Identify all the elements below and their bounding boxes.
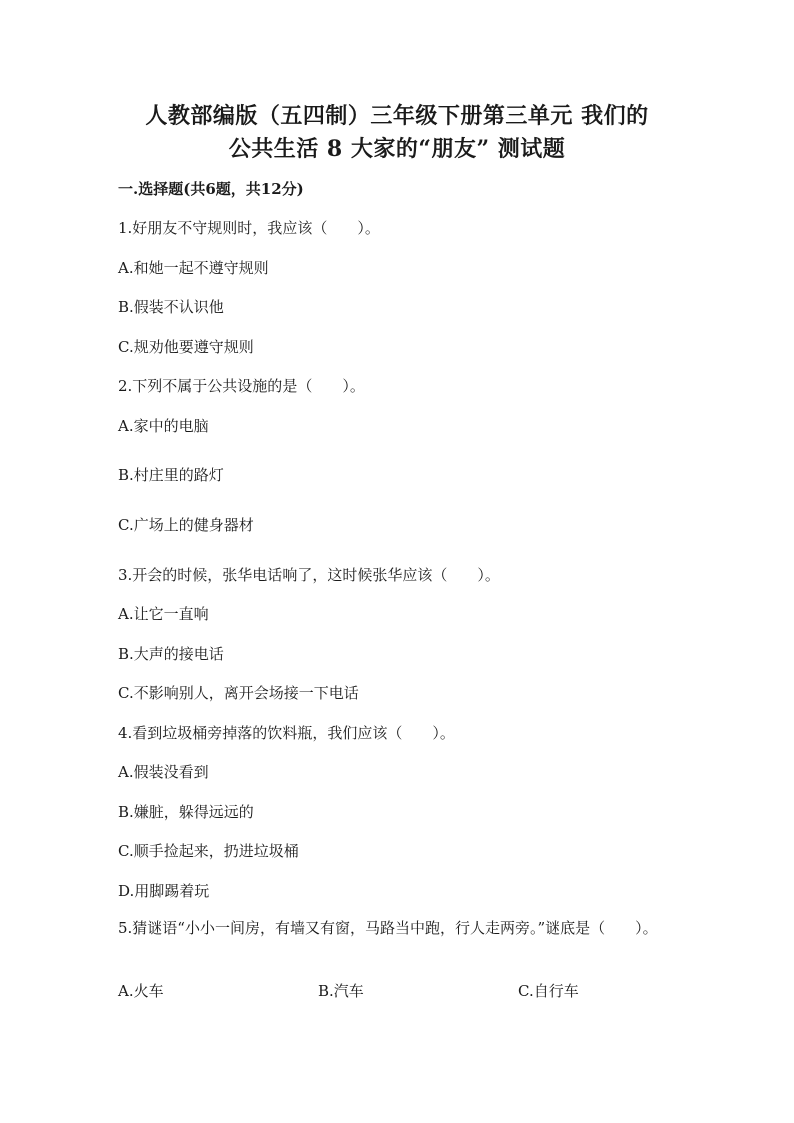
- question-4-option-b: B.嫌脏，躲得远远的: [118, 803, 254, 821]
- question-4-option-a: A.假装没看到: [118, 763, 209, 781]
- question-2-option-b: B.村庄里的路灯: [118, 466, 224, 484]
- question-2-stem: 2.下列不属于公共设施的是（ ）。: [118, 377, 365, 395]
- question-5-option-c: C.自行车: [518, 982, 579, 1000]
- question-4-option-d: D.用脚踢着玩: [118, 882, 210, 900]
- question-3-stem: 3.开会的时候，张华电话响了，这时候张华应该（ ）。: [118, 566, 500, 584]
- page-title-line2: 公共生活 8 大家的“朋友” 测试题: [228, 136, 566, 162]
- question-5-stem: 5.猜谜语“小小一间房，有墙又有窗，马路当中跑，行人走两旁。”谜底是（ ）。: [118, 919, 658, 937]
- question-1-option-a: A.和她一起不遵守规则: [118, 259, 269, 277]
- page-title-line1: 人教部编版（五四制）三年级下册第三单元 我们的: [145, 103, 649, 129]
- question-4-option-c: C.顺手捡起来，扔进垃圾桶: [118, 842, 299, 860]
- question-1-option-b: B.假装不认识他: [118, 298, 224, 316]
- question-2-option-a: A.家中的电脑: [118, 417, 209, 435]
- question-1-stem: 1.好朋友不守规则时，我应该（ ）。: [118, 219, 380, 237]
- question-2-option-c: C.广场上的健身器材: [118, 516, 254, 534]
- question-5-option-a: A.火车: [118, 982, 164, 1000]
- section-heading: 一.选择题(共6题，共12分): [118, 180, 304, 198]
- question-1-option-c: C.规劝他要遵守规则: [118, 338, 254, 356]
- question-3-option-a: A.让它一直响: [118, 605, 209, 623]
- question-4-stem: 4.看到垃圾桶旁掉落的饮料瓶，我们应该（ ）。: [118, 724, 455, 742]
- question-3-option-c: C.不影响别人，离开会场接一下电话: [118, 684, 359, 702]
- question-5-options-row: [118, 980, 678, 1002]
- question-5-option-b: B.汽车: [318, 982, 364, 1000]
- question-3-option-b: B.大声的接电话: [118, 645, 224, 663]
